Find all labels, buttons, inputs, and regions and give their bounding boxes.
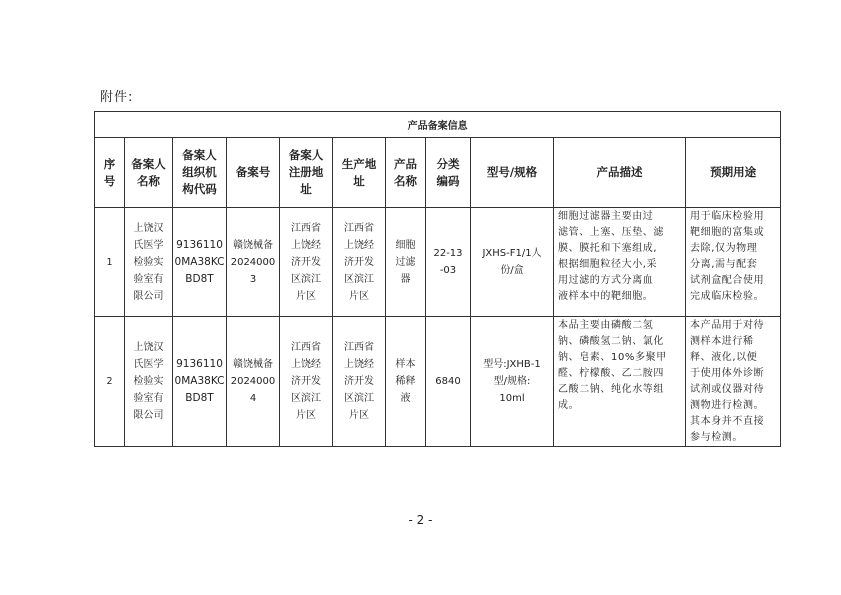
cell-model-spec: 型号:JXHB-1 型/规格: 10ml (471, 317, 554, 447)
cell-intended-use: 用于临床检验用 靶细胞的富集或 去除,仅为物理 分离,需与配套 试剂盒配合使用 完成临床检验。 (686, 208, 781, 317)
header-reg-address: 备案人 注册地 址 (280, 138, 333, 208)
cell-filer-name: 上饶汉 氏医学 检验实 验室有 限公司 (125, 317, 173, 447)
cell-org-code: 9136110 0MA38KC BD8T (173, 208, 227, 317)
cell-record-no: 赣饶械备 2024000 4 (227, 317, 280, 447)
product-filing-table (94, 111, 781, 447)
cell-description: 本品主要由磷酸二氢 钠、磷酸氢二钠、氯化 钠、皂素、10%多聚甲 醛、柠檬酸、乙二胺四 乙酸二钠、纯化水等组 成。 (554, 317, 686, 447)
table-row (95, 208, 781, 317)
cell-model-spec: JXHS-F1/1人 份/盒 (471, 208, 554, 317)
page-number: - 2 - (408, 513, 433, 527)
table-row (95, 317, 781, 447)
cell-no: 1 (95, 208, 125, 317)
table-title: 产品备案信息 (95, 112, 781, 138)
cell-prod-address: 江西省 上饶经 济开发 区滨江 片区 (333, 317, 386, 447)
header-prod-address: 生产地 址 (333, 138, 386, 208)
header-intended-use: 预期用途 (686, 138, 781, 208)
cell-product-name: 细胞 过滤 器 (386, 208, 426, 317)
cell-filer-name: 上饶汉 氏医学 检验实 验室有 限公司 (125, 208, 173, 317)
cell-class-code: 6840 (426, 317, 471, 447)
cell-product-name: 样本 稀释 液 (386, 317, 426, 447)
cell-description: 细胞过滤器主要由过 滤管、上塞、压垫、滤 膜、膜托和下塞组成, 根据细胞粒径大小,采 用过滤的方式分离血 液样本中的靶细胞。 (554, 208, 686, 317)
cell-no: 2 (95, 317, 125, 447)
header-row (95, 138, 781, 208)
attachment-label: 附件: (100, 90, 134, 105)
cell-org-code: 9136110 0MA38KC BD8T (173, 317, 227, 447)
header-class-code: 分类 编码 (426, 138, 471, 208)
header-filer-name: 备案人 名称 (125, 138, 173, 208)
header-model-spec: 型号/规格 (471, 138, 554, 208)
header-no: 序 号 (95, 138, 125, 208)
cell-intended-use: 本产品用于对待 测样本进行稀 释、液化,以便 于使用体外诊断 试剂或仪器对待 测物进行检测。 其本身并不直接 参与检测。 (686, 317, 781, 447)
header-description: 产品描述 (554, 138, 686, 208)
cell-reg-address: 江西省 上饶经 济开发 区滨江 片区 (280, 317, 333, 447)
cell-prod-address: 江西省 上饶经 济开发 区滨江 片区 (333, 208, 386, 317)
cell-reg-address: 江西省 上饶经 济开发 区滨江 片区 (280, 208, 333, 317)
header-record-no: 备案号 (227, 138, 280, 208)
header-product-name: 产品 名称 (386, 138, 426, 208)
cell-record-no: 赣饶械备 2024000 3 (227, 208, 280, 317)
cell-class-code: 22-13 -03 (426, 208, 471, 317)
header-org-code: 备案人 组织机 构代码 (173, 138, 227, 208)
